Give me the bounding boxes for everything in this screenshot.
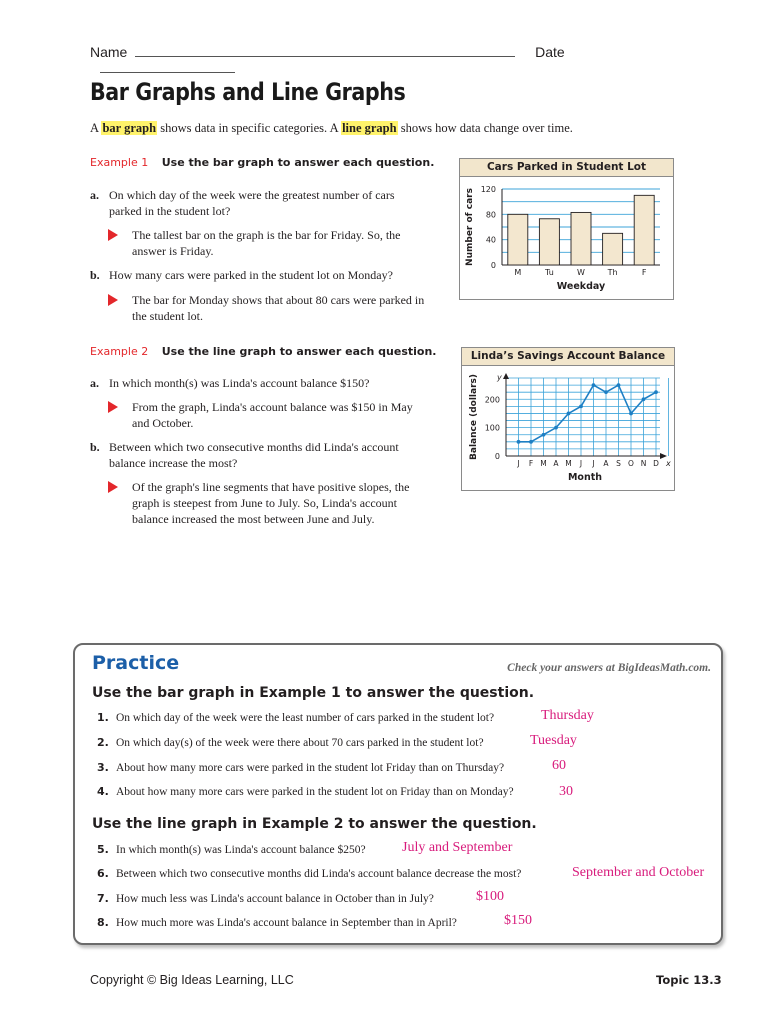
example-2-answer-a	[108, 399, 428, 431]
example-1-answer-a	[108, 227, 428, 259]
question-number: 5.	[97, 843, 109, 856]
practice-section-1-heading: Use the bar graph in Example 1 to answer the question.	[92, 685, 535, 701]
y-tick-label: 200	[484, 395, 500, 405]
y-axis-title: Balance (dollars)	[469, 374, 479, 460]
intro-part-1: A	[90, 121, 102, 135]
x-axis-title: Weekday	[556, 281, 606, 292]
handwritten-answer-2[interactable]: Tuesday	[530, 733, 577, 748]
question-text: How many cars were parked in the student lot on Monday?	[109, 268, 393, 282]
y-axis-arrow	[503, 373, 509, 379]
data-point	[654, 390, 658, 394]
date-line[interactable]	[100, 72, 235, 73]
practice-question-8	[97, 916, 457, 929]
line-graph-plot	[462, 366, 674, 490]
x-tick-label: Th	[607, 268, 618, 277]
handwritten-answer-4[interactable]: 30	[559, 784, 573, 799]
x-tick-label: J	[592, 459, 595, 468]
answer-text: From the graph, Linda's account balance was $150 in May and October.	[132, 400, 413, 430]
intro-text	[90, 121, 573, 136]
answer-text: Of the graph's line segments that have positive slopes, the graph is steepest from June to July. So, Linda's account balance increased the most between June and July.	[132, 480, 410, 526]
question-label: b.	[90, 440, 100, 454]
data-point	[642, 397, 646, 401]
data-point	[604, 390, 608, 394]
name-label: Name	[90, 44, 128, 60]
question-text: In which month(s) was Linda's account balance $150?	[109, 376, 370, 390]
x-tick-label: W	[577, 268, 585, 277]
handwritten-answer-8[interactable]: $150	[504, 913, 532, 928]
x-tick-label: N	[640, 459, 647, 468]
question-text: In which month(s) was Linda's account balance $250?	[116, 844, 366, 856]
answer-text: The bar for Monday shows that about 80 cars were parked in the student lot.	[132, 293, 425, 323]
bar	[571, 212, 591, 265]
topic-label: Topic 13.3	[656, 973, 722, 987]
page-title: Bar Graphs and Line Graphs	[90, 78, 406, 106]
x-tick-label: J	[579, 459, 583, 468]
question-text: How much less was Linda's account balance in October than in July?	[116, 893, 434, 905]
data-point	[542, 433, 546, 437]
x-tick-label: S	[616, 459, 621, 468]
bar	[634, 195, 654, 265]
name-line[interactable]	[135, 56, 515, 57]
example-1-question-b	[90, 267, 420, 283]
x-axis-letter: x	[666, 459, 671, 468]
question-text: On which day(s) of the week were there about 70 cars parked in the student lot?	[116, 737, 484, 749]
data-point	[567, 412, 571, 416]
example-2-heading	[90, 345, 436, 358]
question-label: a.	[90, 376, 99, 390]
data-point	[592, 383, 596, 387]
handwritten-answer-6[interactable]: September and October	[572, 865, 705, 880]
x-tick-label: J	[517, 459, 520, 468]
handwritten-answer-7[interactable]: $100	[476, 889, 504, 904]
question-text: Between which two consecutive months did Linda's account balance increase the most?	[109, 440, 399, 470]
question-number: 8.	[97, 916, 109, 929]
handwritten-answer-3[interactable]: 60	[552, 758, 566, 773]
data-point	[554, 426, 558, 430]
bar-graph	[459, 158, 674, 300]
practice-question-1	[97, 711, 494, 724]
practice-question-2	[97, 736, 484, 749]
data-point	[529, 440, 533, 444]
example-1-tag: Example 1	[90, 156, 149, 169]
question-text: About how many more cars were parked in the student lot Friday than on Thursday?	[116, 762, 505, 774]
example-1-answer-b	[108, 292, 428, 324]
intro-part-3: shows how data change over time.	[397, 121, 573, 135]
practice-box	[73, 643, 723, 945]
term-bar-graph: bar graph	[102, 121, 157, 135]
bar	[603, 233, 623, 265]
x-tick-label: M	[565, 459, 572, 468]
y-tick-label: 120	[480, 185, 496, 194]
bar-graph-plot	[460, 177, 673, 299]
practice-question-4	[97, 785, 514, 798]
question-text: Between which two consecutive months did Linda's account balance decrease the most?	[116, 868, 522, 880]
example-2-question-a	[90, 375, 420, 391]
x-tick-label: F	[641, 268, 647, 277]
red-arrow-icon	[108, 229, 118, 241]
question-text: On which day of the week were the least number of cars parked in the student lot?	[116, 712, 495, 724]
practice-title: Practice	[92, 652, 180, 674]
y-axis-title: Number of cars	[465, 188, 475, 266]
bar	[539, 219, 559, 265]
y-tick-label: 100	[484, 423, 500, 433]
data-point	[579, 404, 583, 408]
x-tick-label: O	[628, 459, 634, 468]
copyright-footer: Copyright © Big Ideas Learning, LLC	[90, 973, 294, 987]
question-number: 1.	[97, 711, 109, 724]
x-tick-label: D	[653, 459, 659, 468]
handwritten-answer-5[interactable]: July and September	[402, 840, 513, 855]
line-graph-title: Linda’s Savings Account Balance	[462, 348, 674, 366]
check-answers-note: Check your answers at BigIdeasMath.com.	[507, 662, 711, 674]
term-line-graph: line graph	[342, 121, 397, 135]
x-tick-label: F	[528, 459, 534, 468]
example-1-question-a	[90, 187, 420, 219]
question-label: b.	[90, 268, 100, 282]
question-text: How much more was Linda's account balance in September than in April?	[116, 917, 457, 929]
practice-question-3	[97, 761, 504, 774]
practice-question-7	[97, 892, 434, 905]
y-tick-label: 80	[485, 210, 496, 220]
y-axis-letter: y	[497, 373, 502, 382]
y-tick-label: 0	[490, 261, 496, 270]
x-tick-label: M	[514, 268, 522, 277]
bar	[508, 214, 528, 265]
question-number: 7.	[97, 892, 109, 905]
y-tick-label: 0	[494, 452, 500, 461]
y-tick-label: 40	[485, 235, 496, 245]
example-2-tag: Example 2	[90, 345, 149, 358]
example-2-lead: Use the line graph to answer each question.	[161, 345, 437, 358]
red-arrow-icon	[108, 401, 118, 413]
example-1-heading	[90, 156, 434, 169]
question-number: 4.	[97, 785, 109, 798]
question-number: 2.	[97, 736, 109, 749]
bar-graph-title: Cars Parked in Student Lot	[460, 159, 673, 177]
answer-text: The tallest bar on the graph is the bar for Friday. So, the answer is Friday.	[132, 228, 401, 258]
practice-question-6	[97, 867, 521, 880]
x-tick-label: A	[553, 459, 559, 468]
intro-part-2: shows data in specific categories. A	[157, 121, 342, 135]
example-1-lead: Use the bar graph to answer each question.	[161, 156, 435, 169]
practice-question-5	[97, 843, 366, 856]
data-point	[517, 440, 521, 444]
data-point	[617, 383, 621, 387]
x-tick-label: Tu	[545, 268, 554, 277]
practice-section-2-heading: Use the line graph in Example 2 to answer the question.	[92, 816, 537, 832]
x-axis-title: Month	[567, 472, 603, 483]
red-arrow-icon	[108, 294, 118, 306]
line-graph	[461, 347, 675, 491]
question-number: 3.	[97, 761, 109, 774]
question-text: On which day of the week were the greatest number of cars parked in the student lot?	[109, 188, 395, 218]
question-label: a.	[90, 188, 99, 202]
question-text: About how many more cars were parked in the student lot on Friday than on Monday?	[116, 786, 514, 798]
name-date-header	[90, 44, 710, 76]
x-tick-label: M	[540, 459, 547, 468]
handwritten-answer-1[interactable]: Thursday	[541, 708, 594, 723]
date-label: Date	[535, 44, 565, 60]
example-2-question-b	[90, 439, 420, 471]
x-tick-label: A	[603, 459, 609, 468]
red-arrow-icon	[108, 481, 118, 493]
question-number: 6.	[97, 867, 109, 880]
data-point	[629, 412, 633, 416]
example-2-answer-b	[108, 479, 428, 527]
